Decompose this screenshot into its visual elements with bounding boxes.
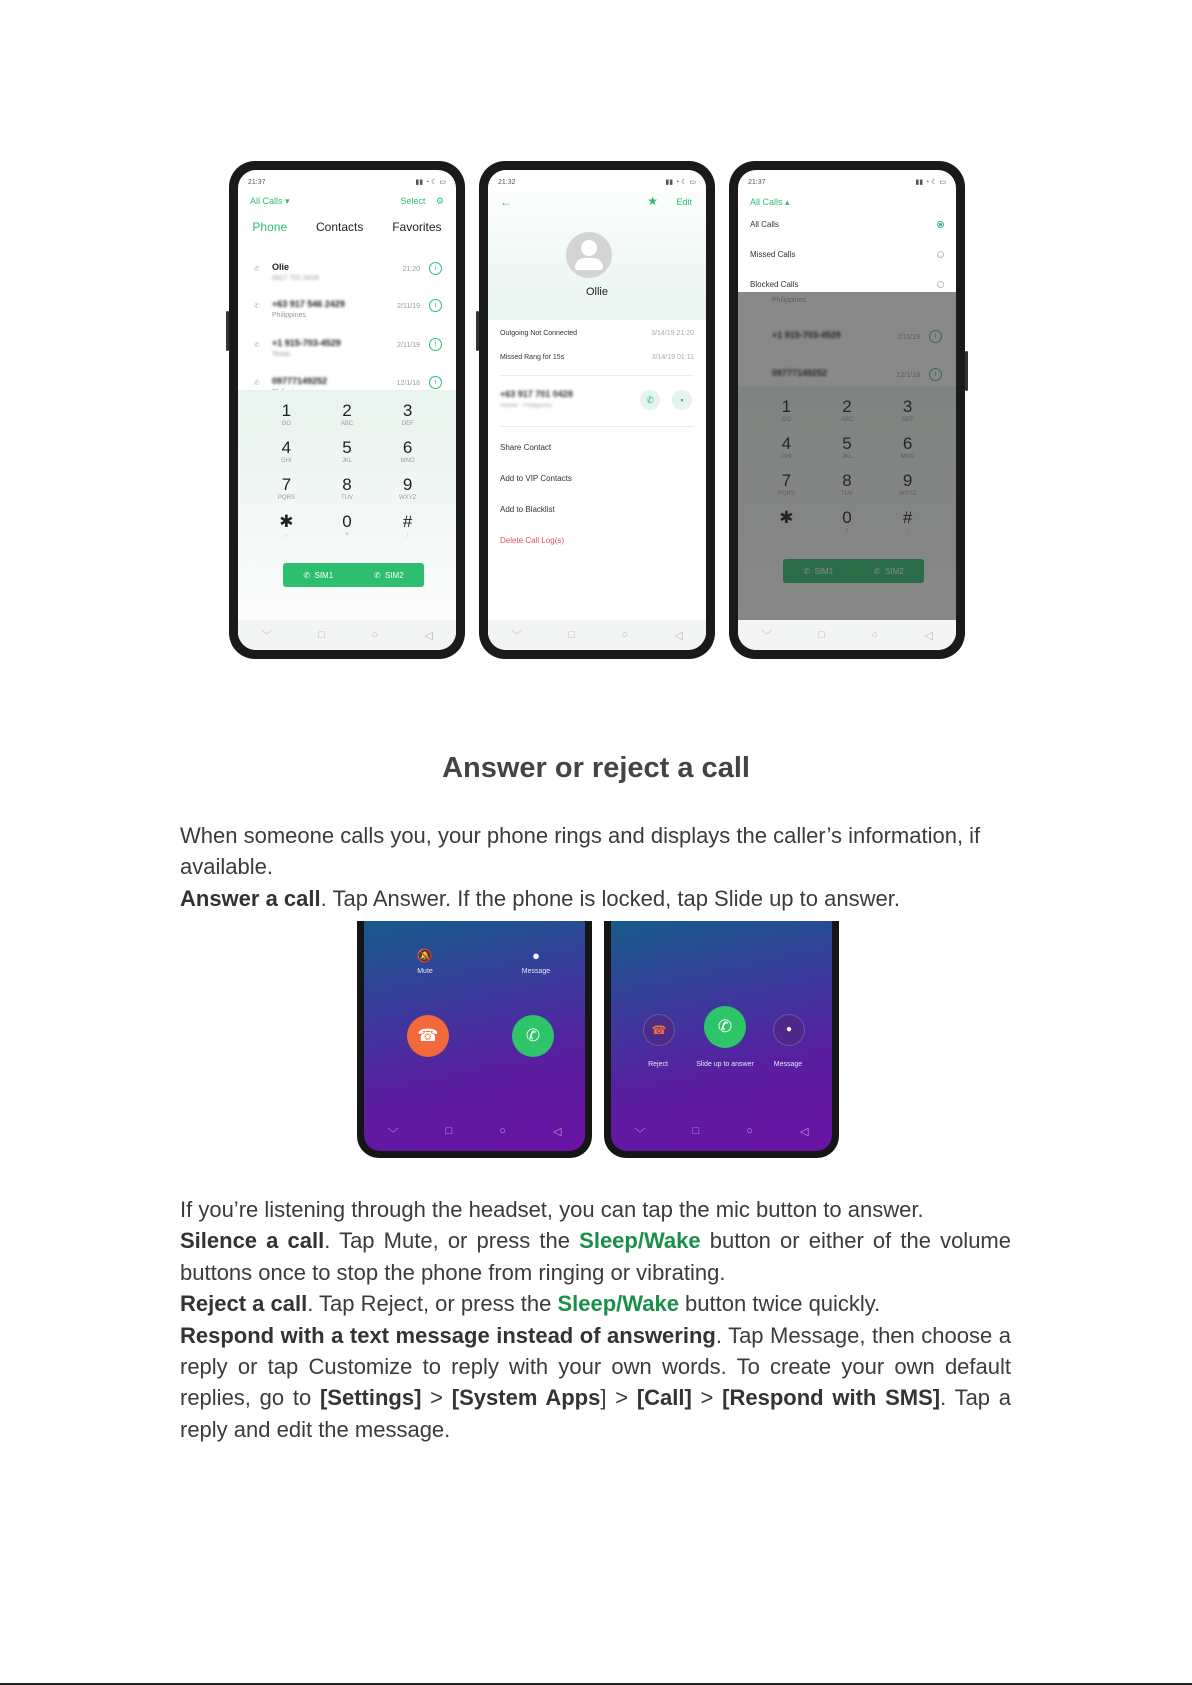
key-digit: 9	[402, 475, 413, 494]
phone-screenshot-contact-detail	[479, 161, 715, 659]
dialpad-key[interactable]	[377, 439, 438, 470]
chevron-down-icon[interactable]: ﹀	[761, 630, 773, 642]
add-blacklist-item[interactable]: Add to Blacklist	[500, 505, 555, 514]
key-letters: +	[345, 532, 349, 538]
dialpad-key[interactable]	[317, 513, 378, 544]
avatar	[566, 232, 612, 278]
home-circle-icon[interactable]: ○	[499, 1125, 506, 1137]
dialpad-key[interactable]	[317, 402, 378, 433]
list-item[interactable]: ✆ 09777149252 12/1/18 i	[254, 376, 446, 410]
incoming-call-screen	[611, 921, 832, 1151]
dialpad-key[interactable]	[256, 402, 317, 433]
phone-tabs	[238, 220, 456, 234]
key-digit: 2	[342, 401, 352, 420]
key-letters: ,	[285, 532, 288, 538]
dialpad-key[interactable]	[256, 476, 317, 507]
message-icon[interactable]: ▪	[672, 390, 692, 410]
reject-button[interactable]: ☎	[643, 1014, 675, 1046]
message-button[interactable]: ●	[773, 1014, 805, 1046]
nav-bar	[611, 1125, 832, 1141]
key-digit: 8	[342, 475, 352, 494]
tab-phone[interactable]: Phone	[252, 220, 288, 234]
phone-number-sub: Mobile · Philippines	[500, 403, 553, 409]
dialpad-key[interactable]	[256, 439, 317, 470]
select-button[interactable]: Select	[400, 196, 426, 206]
sim1-call-button[interactable]: ✆ SIM1	[303, 570, 334, 580]
all-calls-filter[interactable]: All Calls ▴	[750, 197, 790, 207]
back-triangle-icon[interactable]: ◁	[424, 629, 433, 642]
back-triangle-icon[interactable]: ◁	[674, 629, 683, 642]
incoming-call-screen	[364, 921, 585, 1151]
reject-paragraph: Reject a call. Tap Reject, or press the Sleep/Wake button twice quickly.	[180, 1291, 881, 1317]
chevron-down-icon[interactable]: ﹀	[261, 630, 273, 642]
status-bar	[248, 176, 446, 188]
phone-number: +63 917 701 0428	[500, 389, 573, 399]
headset-paragraph: If you’re listening through the headset, you can tap the mic button to answer.	[180, 1197, 924, 1222]
key-digit: 0	[342, 512, 352, 531]
intro-block	[180, 820, 1011, 914]
section-heading: Answer or reject a call	[442, 752, 750, 784]
incoming-call-screenshot-locked	[604, 921, 839, 1158]
dialpad	[238, 390, 456, 620]
nav-bar	[364, 1125, 585, 1141]
nav-bar	[488, 620, 706, 650]
key-letters: PQRS	[277, 495, 295, 501]
square-icon[interactable]: □	[445, 1125, 453, 1137]
key-digit: ✱	[279, 512, 294, 531]
phone-screenshot-call-log	[229, 161, 465, 659]
key-letters: GO	[281, 421, 291, 427]
square-icon[interactable]: □	[318, 629, 326, 641]
call-history-item: Outgoing Not Connected 3/14/19 21:20	[500, 330, 694, 337]
dialpad-key[interactable]	[317, 439, 378, 470]
radio-icon	[937, 281, 944, 288]
silence-title: Silence a call	[180, 1228, 325, 1254]
call-history-item: Missed Rang for 15s 3/14/19 01:11	[500, 354, 694, 361]
chevron-down-icon[interactable]: ﹀	[387, 1128, 399, 1140]
square-icon[interactable]: □	[692, 1125, 700, 1137]
info-icon[interactable]: i	[429, 262, 442, 275]
status-bar	[498, 176, 696, 188]
phone1-screen	[238, 170, 456, 650]
call-type-icon: ✆	[254, 266, 260, 273]
filter-option[interactable]: All Calls	[750, 220, 944, 229]
phone3-screen	[738, 170, 956, 650]
back-triangle-icon[interactable]: ◁	[924, 629, 933, 642]
sleep-wake-highlight: Sleep/Wake	[557, 1291, 679, 1317]
list-item[interactable]: ✆ +1 915-703-4529 Texas 2/11/19 i	[254, 338, 446, 372]
dialpad-key[interactable]	[377, 402, 438, 433]
list-item[interactable]: ✆ Olie 0917 701 0428 21:20 i	[254, 262, 446, 296]
reject-title: Reject a call	[180, 1291, 308, 1317]
all-calls-filter[interactable]: All Calls ▾	[250, 196, 290, 206]
filter-option[interactable]: Blocked Calls	[750, 280, 944, 289]
delete-call-log-item[interactable]: Delete Call Log(s)	[500, 536, 565, 545]
key-letters: JKL	[341, 458, 353, 464]
list-item[interactable]: ✆ +63 917 546 2429 Philippines 2/11/19 i	[254, 299, 446, 333]
instructions-block	[180, 1194, 1011, 1445]
key-digit: 7	[281, 475, 292, 494]
info-icon[interactable]: i	[429, 376, 442, 389]
respond-paragraph: Respond with a text message instead of answering. Tap Message, then choose a reply or tap Customize to reply with your own words. To create your own default replies, go to [Settings] > [System Apps] > [Call] > [Respond with SMS]. Tap a reply and edit the message.	[180, 1322, 1012, 1442]
back-triangle-icon[interactable]: ◁	[799, 1126, 809, 1138]
mute-label: Mute	[417, 968, 433, 975]
add-vip-item[interactable]: Add to VIP Contacts	[500, 474, 572, 483]
call-icon[interactable]: ✆	[640, 390, 660, 410]
status-time: 21:32	[498, 178, 516, 186]
respond-title: Respond with a text message instead of answering	[180, 1322, 716, 1348]
status-icons: ▮▮ ◔ ☾ ▭	[665, 179, 696, 186]
answer-title: Answer a call	[180, 885, 321, 911]
intro-paragraph: When someone calls you, your phone rings and displays the caller’s information, if available.	[180, 823, 981, 880]
dialpad-key[interactable]	[317, 476, 378, 507]
tab-favorites[interactable]: Favorites	[392, 220, 442, 234]
key-digit: 3	[402, 401, 413, 420]
radio-selected-icon	[937, 221, 944, 228]
message-bubble-icon[interactable]: ●	[532, 948, 540, 963]
home-circle-icon[interactable]: ○	[371, 629, 379, 641]
contact-name: Ollie	[585, 286, 608, 298]
status-bar	[748, 176, 946, 188]
key-digit: 5	[342, 438, 352, 457]
info-icon[interactable]: i	[429, 299, 442, 312]
home-circle-icon[interactable]: ○	[621, 629, 629, 641]
chevron-down-icon[interactable]: ﹀	[511, 630, 523, 642]
answer-button[interactable]: ✆	[512, 1015, 554, 1057]
silence-paragraph: Silence a call. Tap Mute, or press the Sleep/Wake button or either of the volume buttons once to stop the phone from ringing or vibrating.	[180, 1228, 1011, 1285]
nav-bar	[738, 620, 956, 650]
key-digit: 1	[281, 401, 292, 420]
dialpad-key[interactable]	[377, 476, 438, 507]
message-label: Message	[773, 1061, 803, 1068]
sim2-call-button[interactable]: ✆ SIM2	[373, 570, 404, 580]
sim-call-bar	[283, 563, 424, 587]
square-icon[interactable]: □	[818, 629, 826, 641]
decline-button[interactable]: ☎	[407, 1015, 449, 1057]
key-letters: MNO	[400, 458, 415, 464]
back-triangle-icon[interactable]: ◁	[552, 1126, 562, 1138]
status-icons: ▮▮ ◔ ☾ ▭	[915, 179, 946, 186]
key-digit: #	[402, 512, 413, 531]
answer-paragraph: Answer a call. Tap Answer. If the phone is locked, tap Slide up to answer.	[180, 885, 900, 911]
key-digit: 6	[402, 438, 413, 457]
key-letters: GHI	[280, 458, 292, 464]
dim-overlay[interactable]	[738, 292, 956, 620]
star-icon[interactable]: ★	[647, 194, 658, 208]
key-letters: TUV	[340, 495, 353, 501]
chevron-down-icon[interactable]: ﹀	[634, 1128, 646, 1140]
info-icon[interactable]: i	[429, 338, 442, 351]
sleep-wake-highlight: Sleep/Wake	[579, 1228, 701, 1254]
reject-label: Reject	[648, 1061, 668, 1068]
key-letters: DEF	[401, 421, 414, 427]
phone-screenshot-call-filter	[729, 161, 965, 659]
back-arrow-icon[interactable]: ←	[500, 195, 512, 209]
key-digit: 4	[281, 438, 292, 457]
edit-button[interactable]: Edit	[676, 197, 692, 207]
tab-contacts[interactable]: Contacts	[315, 220, 364, 234]
mute-bell-icon[interactable]: 🔕	[416, 948, 434, 963]
key-letters: WXYZ	[398, 495, 417, 501]
key-letters: ;	[406, 532, 409, 538]
gear-icon[interactable]: ⚙	[435, 196, 444, 206]
home-circle-icon[interactable]: ○	[871, 629, 879, 641]
square-icon[interactable]: □	[568, 629, 576, 641]
status-icons: ▮▮ ◔ ☾ ▭	[415, 179, 446, 186]
phone2-screen	[488, 170, 706, 650]
nav-bar	[238, 620, 456, 650]
status-time: 21:37	[248, 178, 266, 186]
call-type-icon: ✆	[254, 342, 260, 349]
slide-up-label: Slide up to answer	[696, 1061, 754, 1068]
slide-answer-button[interactable]: ✆	[704, 1006, 746, 1048]
incoming-call-screenshot-unlocked	[357, 921, 592, 1158]
key-letters: ABC	[340, 421, 354, 427]
home-circle-icon[interactable]: ○	[746, 1125, 753, 1137]
dialpad-keys	[256, 402, 438, 544]
status-time: 21:37	[748, 178, 766, 186]
call-type-icon: ✆	[254, 303, 260, 310]
filter-option[interactable]: Missed Calls	[750, 250, 944, 259]
message-label: Message	[521, 968, 551, 975]
dialpad-key[interactable]	[256, 513, 317, 544]
share-contact-item[interactable]: Share Contact	[500, 443, 552, 452]
dialpad-key[interactable]	[377, 513, 438, 544]
radio-icon	[937, 251, 944, 258]
call-type-icon: ✆	[254, 380, 260, 387]
